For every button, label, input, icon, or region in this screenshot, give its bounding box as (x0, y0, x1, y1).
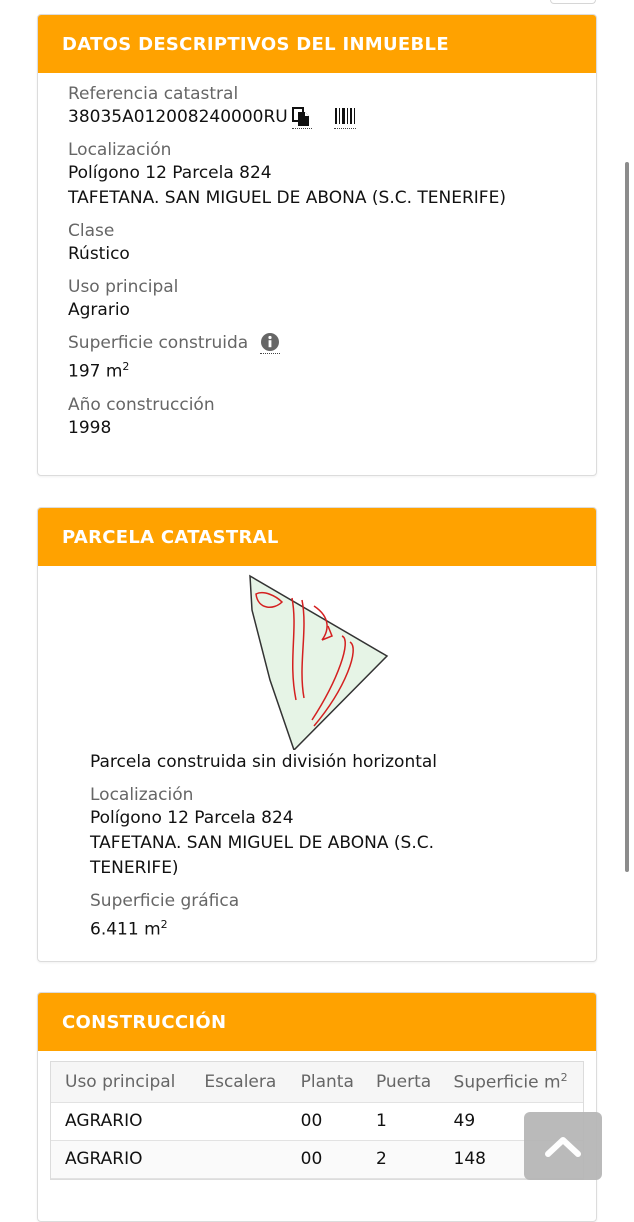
cell-puerta: 1 (362, 1102, 440, 1140)
col-escalera: Escalera (190, 1062, 286, 1102)
table-row (51, 1102, 583, 1140)
cell-superficie: 148 (440, 1140, 583, 1178)
parcela-localizacion-line-3: TENERIFE) (90, 858, 179, 878)
chevron-up-icon (543, 1134, 583, 1158)
parcela-localizacion-line-2: TAFETANA. SAN MIGUEL DE ABONA (S.C. (90, 833, 434, 853)
barcode-icon[interactable] (334, 107, 356, 129)
anio-construccion-label: Año construcción (68, 394, 215, 415)
superficie-construida-value: 197 $m^2$ (68, 360, 130, 382)
superficie-construida-label-row (68, 332, 566, 354)
anio-construccion-value: 1998 (68, 417, 112, 438)
parcela-descripcion: Parcela construida sin división horizontal (90, 752, 438, 772)
parcela-localizacion-line-1: Polígono 12 Parcela 824 (90, 808, 294, 828)
construccion-table (50, 1061, 584, 1180)
cell-escalera (190, 1102, 286, 1140)
cell-uso: AGRARIO (51, 1140, 190, 1178)
uso-principal-label: Uso principal (68, 277, 179, 297)
parcela-catastral-panel (37, 507, 597, 962)
datos-descriptivos-panel (37, 14, 597, 476)
cell-escalera (190, 1140, 286, 1178)
parcel-plan-image[interactable] (242, 570, 392, 750)
page-scrollbar[interactable] (625, 162, 629, 872)
localizacion-line-2: TAFETANA. SAN MIGUEL DE ABONA (S.C. TENERIFE) (68, 188, 506, 208)
panel-title: DATOS DESCRIPTIVOS DEL INMUEBLE (38, 15, 596, 73)
cell-planta: 00 (287, 1140, 362, 1178)
col-puerta: Puerta (362, 1062, 440, 1102)
construccion-panel (37, 992, 597, 1222)
referencia-label: Referencia catastral (68, 84, 239, 104)
referencia-value: 38035A012008240000RU (68, 107, 288, 127)
localizacion-label: Localización (68, 140, 172, 160)
table-header-row (51, 1062, 583, 1102)
superficie-grafica-label: Superficie gráfica (90, 891, 240, 911)
cell-uso: AGRARIO (51, 1102, 190, 1140)
superficie-grafica-value: 6.411 $m^2$ (90, 918, 168, 940)
cell-planta: 00 (287, 1102, 362, 1140)
cell-superficie: 49 (440, 1102, 583, 1140)
table-row (51, 1140, 583, 1178)
copy-icon[interactable] (292, 107, 312, 129)
parcela-localizacion-label: Localización (90, 785, 194, 805)
col-uso-principal: Uso principal (51, 1062, 190, 1102)
scroll-to-top-button[interactable] (524, 1112, 602, 1180)
panel-title: PARCELA CATASTRAL (38, 508, 596, 566)
top-nav-stub (550, 0, 596, 4)
clase-label: Clase (68, 221, 115, 241)
clase-value: Rústico (68, 244, 130, 264)
superficie-construida-label: Superficie construida (68, 333, 249, 353)
cell-puerta: 2 (362, 1140, 440, 1178)
uso-principal-value: Agrario (68, 300, 130, 320)
col-planta: Planta (287, 1062, 362, 1102)
localizacion-line-1: Polígono 12 Parcela 824 (68, 163, 272, 183)
panel-title: CONSTRUCCIÓN (38, 993, 596, 1051)
col-superficie: Superficie $m^2$ (440, 1062, 583, 1102)
info-icon[interactable] (260, 332, 280, 354)
